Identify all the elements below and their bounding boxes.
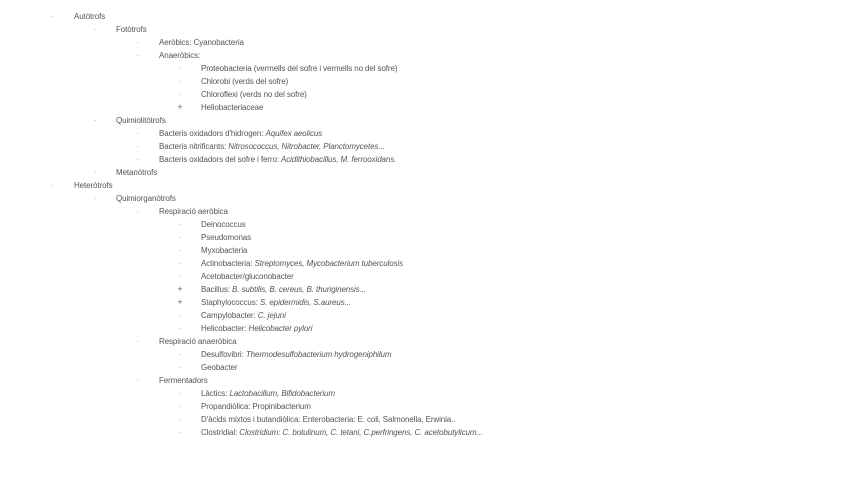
outline-item-label (201, 62, 397, 75)
outline-item-species: Streptomyces, Mycobacterium tuberculosis (254, 259, 404, 268)
outline-item-text: Bacillus: (201, 285, 233, 294)
outline-tree (0, 10, 848, 439)
bullet-icon: · (178, 324, 182, 333)
bullet-icon: · (93, 194, 97, 203)
outline-item-label (201, 218, 246, 231)
bullet-icon: · (178, 428, 182, 437)
bullet-icon: · (178, 77, 182, 86)
bullet-icon: · (178, 220, 182, 229)
outline-item-species: Helicobacter pylori (248, 324, 313, 333)
outline-item-text: Deinococcus (201, 220, 246, 229)
outline-item-label (116, 23, 147, 36)
bullet-icon: · (93, 116, 97, 125)
outline-item-label (201, 296, 351, 309)
outline-item-text: Pseudomonas (201, 233, 252, 242)
outline-item-label (201, 387, 335, 400)
outline-item-species: Clostridium: C. botulinum, C. tetani, C.perfringens, C. acetobutylicum... (239, 428, 483, 437)
outline-item-species: Aquifex aeolicus (265, 129, 323, 138)
bullet-icon: · (178, 311, 182, 320)
outline-item-text: Myxobacteria (201, 246, 248, 255)
outline-item (0, 205, 848, 218)
outline-item (0, 413, 848, 426)
outline-item-label (159, 374, 208, 387)
outline-item-label (159, 205, 228, 218)
outline-item-label (201, 283, 366, 296)
bullet-icon: · (178, 259, 182, 268)
bullet-icon: · (50, 181, 54, 190)
outline-item (0, 36, 848, 49)
outline-item-text: Anaeròbics: (159, 51, 201, 60)
outline-item-label (159, 49, 200, 62)
outline-item-species: Acidithiobacillus, M. ferrooxidans. (281, 155, 397, 164)
outline-item-species: S. epidermidis, S.aureus... (259, 298, 352, 307)
outline-item-label (201, 270, 294, 283)
outline-item (0, 192, 848, 205)
outline-item-label (159, 335, 237, 348)
outline-item (0, 218, 848, 231)
outline-item-text: Fermentadors (159, 376, 208, 385)
outline-item (0, 231, 848, 244)
bullet-icon: · (136, 155, 140, 164)
outline-item-text: D'àcids mixtos i butandiòlica: Enterobacteria: E. coli, Salmonella, Erwinia.. (201, 415, 456, 424)
outline-item-label (116, 166, 157, 179)
expand-plus-icon[interactable]: + (177, 284, 183, 294)
bullet-icon: · (178, 402, 182, 411)
outline-item (0, 335, 848, 348)
outline-item-text: Bacteris oxidadors d'hidrogen: (159, 129, 266, 138)
outline-item (0, 179, 848, 192)
outline-item (0, 244, 848, 257)
outline-item-text: Clostridial: (201, 428, 240, 437)
outline-item (0, 127, 848, 140)
outline-item (0, 361, 848, 374)
outline-item-text: Autòtrofs (74, 12, 106, 21)
outline-item (0, 88, 848, 101)
bullet-icon: · (136, 38, 140, 47)
bullet-icon: · (136, 376, 140, 385)
outline-item-text: Bacteris nitrificants: (159, 142, 229, 151)
outline-item (0, 62, 848, 75)
expand-plus-icon[interactable]: + (177, 102, 183, 112)
bullet-icon: · (50, 12, 54, 21)
outline-item (0, 10, 848, 23)
outline-item-label (116, 192, 176, 205)
outline-item-text: Chloroflexi (verds no del sofre) (201, 90, 307, 99)
outline-item-species: Nitrosococcus, Nitrobacter, Planctomycetes... (228, 142, 385, 151)
outline-item-label (201, 257, 403, 270)
outline-item (0, 153, 848, 166)
bullet-icon: · (136, 207, 140, 216)
bullet-icon: · (178, 389, 182, 398)
outline-item (0, 283, 848, 296)
outline-item (0, 23, 848, 36)
bullet-icon: · (178, 415, 182, 424)
outline-item-label (116, 114, 166, 127)
bullet-icon: · (93, 168, 97, 177)
outline-item-text: Actinobacteria: (201, 259, 255, 268)
bullet-icon: · (93, 25, 97, 34)
outline-item-text: Làctics: (201, 389, 230, 398)
outline-item-label (201, 400, 311, 413)
outline-item-label (159, 36, 244, 49)
outline-item (0, 400, 848, 413)
outline-item (0, 270, 848, 283)
outline-item (0, 49, 848, 62)
outline-item (0, 140, 848, 153)
outline-item-label (159, 140, 385, 153)
bullet-icon: · (178, 64, 182, 73)
outline-item-text: Metanòtrofs (116, 168, 158, 177)
bullet-icon: · (136, 337, 140, 346)
outline-item-label (159, 153, 396, 166)
outline-item-label (201, 88, 307, 101)
outline-item-text: Staphylococcus: (201, 298, 260, 307)
bullet-icon: · (178, 233, 182, 242)
outline-item (0, 374, 848, 387)
outline-item (0, 166, 848, 179)
outline-item (0, 114, 848, 127)
outline-item-text: Campylobacter: (201, 311, 258, 320)
outline-item (0, 426, 848, 439)
outline-item (0, 257, 848, 270)
outline-item-label (201, 231, 251, 244)
outline-item-species: Lactobacillum, Bifidobacterium (229, 389, 335, 398)
outline-item-species: Thermodesulfobacterium hydrogeniphilum (245, 350, 392, 359)
outline-item-text: Geobacter (201, 363, 238, 372)
outline-item-label (201, 348, 391, 361)
outline-item-text: Acetobacter/gluconobacter (201, 272, 294, 281)
outline-item-text: Chlorobi (verds del sofre) (201, 77, 289, 86)
outline-item (0, 387, 848, 400)
outline-item-label (201, 244, 247, 257)
outline-item-text: Fotòtrofs (116, 25, 147, 34)
outline-item-species: C. jejuni (257, 311, 286, 320)
outline-item-text: Heliobacteriaceae (201, 103, 264, 112)
outline-item-label (201, 426, 483, 439)
expand-plus-icon[interactable]: + (177, 297, 183, 307)
outline-item (0, 101, 848, 114)
bullet-icon: · (178, 363, 182, 372)
bullet-icon: · (178, 350, 182, 359)
bullet-icon: · (178, 272, 182, 281)
outline-item-text: Desulfovibri: (201, 350, 246, 359)
outline-item-label (201, 413, 455, 426)
outline-item-label (201, 309, 286, 322)
bullet-icon: · (178, 246, 182, 255)
outline-item-text: Proteobacteria (vermells del sofre i vermells no del sofre) (201, 64, 398, 73)
outline-item (0, 322, 848, 335)
outline-item (0, 348, 848, 361)
outline-item-label (201, 322, 312, 335)
outline-item-text: Helicobacter: (201, 324, 249, 333)
outline-item-text: Quimiolitòtrofs (116, 116, 166, 125)
outline-item-label (159, 127, 322, 140)
outline-item-label (201, 75, 288, 88)
bullet-icon: · (136, 129, 140, 138)
outline-item-label (74, 179, 112, 192)
outline-item-label (74, 10, 105, 23)
outline-item-text: Aeròbics: Cyanobacteria (159, 38, 244, 47)
bullet-icon: · (136, 142, 140, 151)
outline-item-text: Quimiorganòtrofs (116, 194, 176, 203)
outline-item-text: Heteròtrofs (74, 181, 113, 190)
outline-item-text: Respiració anaeròbica (159, 337, 237, 346)
outline-item (0, 75, 848, 88)
outline-item-label (201, 101, 263, 114)
outline-item-text: Bacteris oxidadors del sofre i ferro: (159, 155, 282, 164)
bullet-icon: · (178, 90, 182, 99)
outline-item-species: B. subtilis, B. cereus, B. thuriginensis... (232, 285, 366, 294)
outline-item (0, 309, 848, 322)
bullet-icon: · (136, 51, 140, 60)
outline-item-text: Respiració aeròbica (159, 207, 228, 216)
outline-item (0, 296, 848, 309)
outline-item-label (201, 361, 237, 374)
outline-item-text: Propandiòlica: Propinibacterium (201, 402, 311, 411)
